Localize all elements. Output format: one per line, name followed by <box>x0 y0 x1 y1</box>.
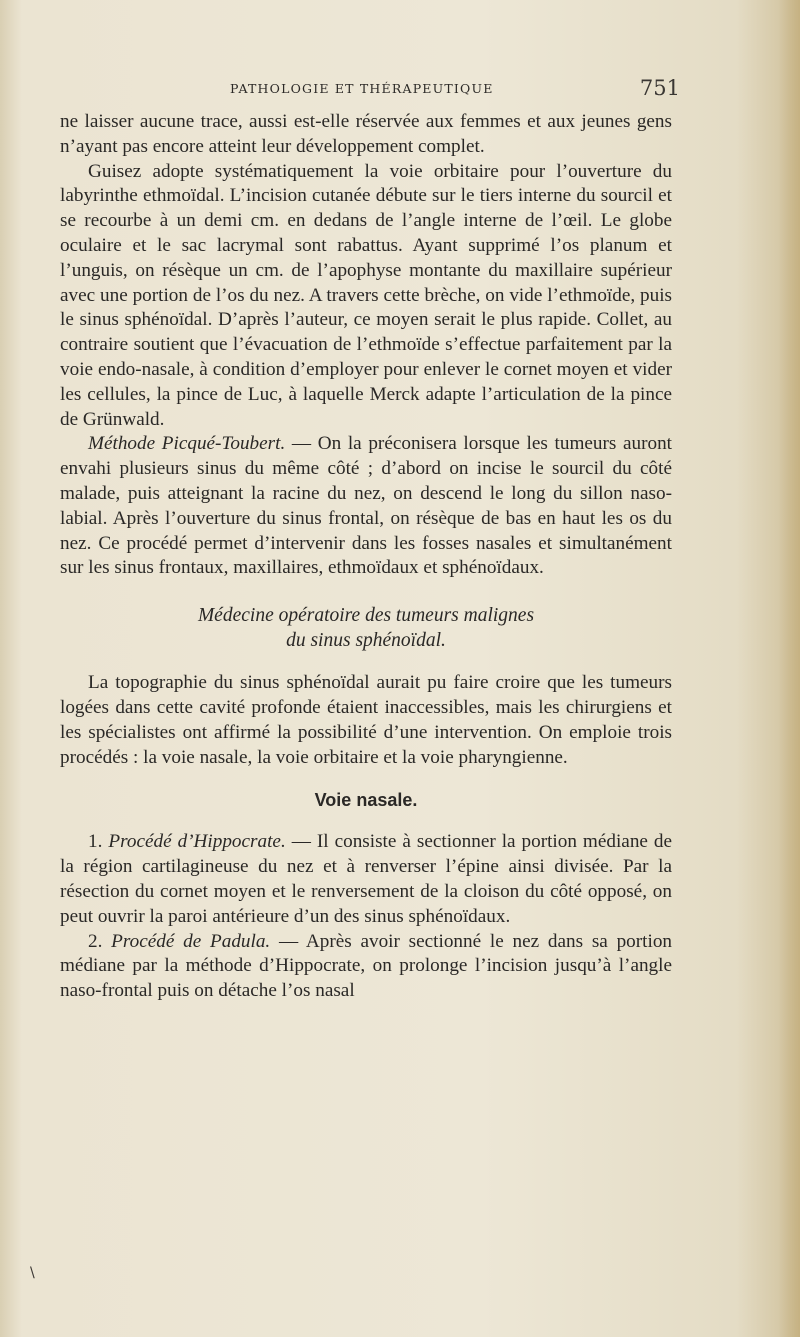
procedure-title-hippocrate: Procédé d’Hippocrate. <box>108 831 286 853</box>
margin-mark: \ <box>30 1265 35 1281</box>
paragraph-hippocrate <box>60 830 672 929</box>
paragraph-continuation: ne laisser aucune trace, aussi est-elle réservée aux femmes et aux jeunes gens n’ayant pas encore atteint leur développement complet. <box>60 111 672 157</box>
procedure-text-padula: — Après avoir sectionné le nez dans sa portion médiane par la méthode d’Hippocrate, on prolonge l’incision jusqu’à l’angle naso-frontal puis on détache l’os nasal <box>60 930 673 1002</box>
procedure-text-hippocrate: — Il consiste à sectionner la portion médiane de la région cartilagineuse du nez et à renverser l’épine ainsi divisée. Par la résection du cornet moyen et le renversement de la cloison du côté opposé, on peut ouvrir la paroi antérieure d’un des sinus sphénoïdaux. <box>60 831 673 927</box>
paragraph-topographie: La topographie du sinus sphénoïdal aurait pu faire croire que les tumeurs logées dans cette cavité profonde étaient inaccessibles, mais les chirurgiens et les spécialistes ont affirmé la possibilité d’une intervention. On emploie trois procédés : la voie nasale, la voie orbitaire et la voie pharyngienne. <box>60 672 672 768</box>
section-heading-line2: du sinus sphénoïdal. <box>286 630 446 652</box>
page-edge-shadow <box>778 0 800 1337</box>
item-number-1: 1. <box>88 831 103 853</box>
page-header <box>60 78 680 102</box>
item-number-2: 2. <box>88 930 103 952</box>
method-text: — On la préconisera lorsque les tumeurs auront envahi plusieurs sinus du même côté ; d’abord on incise le sourcil du côté malade, puis atteignant la racine du nez, on descend le long du sillon naso-labial. Après l’ouverture du sinus frontal, on résèque de bas en haut les os du nez. Ce procédé permet d’intervenir dans les fosses nasales et simultanément sur les sinus frontaux, maxillaires, ethmoïdaux et sphénoïdaux. <box>60 433 673 579</box>
running-head: PATHOLOGIE ET THÉRAPEUTIQUE <box>230 81 494 96</box>
section-heading <box>60 603 672 653</box>
method-title: Méthode Picqué-Toubert. <box>88 433 286 455</box>
paragraph-padula <box>60 930 672 1004</box>
section-heading-line1: Médecine opératoire des tumeurs malignes <box>197 605 535 627</box>
body-text <box>60 110 672 1004</box>
paragraph-picque-toubert <box>60 432 672 581</box>
paragraph-guisez: Guisez adopte systématiquement la voie orbitaire pour l’ouverture du labyrinthe ethmoïdal. L’incision cutanée débute sur le tiers interne du sourcil et se recourbe à un demi cm. en dedans de l’angle interne de l’œil. Le globe oculaire et le sac lacrymal sont rabattus. Ayant supprimé l’os planum et l’unguis, on résèque un cm. de l’apophyse montante du maxillaire supérieur avec une portion de l’os du nez. A travers cette brèche, on vide l’ethmoïde, puis le sinus sphénoïdal. D’après l’auteur, ce moyen serait le plus rapide. Collet, au contraire soutient que l’évacuation de l’ethmoïde s’effectue parfaitement par la voie endo-nasale, à condition d’employer pour enlever le cornet moyen et vider les cellules, la pince de Luc, à laquelle Merck adapte l’articulation de la pince de Grünwald. <box>60 160 672 430</box>
page-number: 751 <box>639 76 680 100</box>
procedure-title-padula: Procédé de Padula. <box>111 930 271 952</box>
subheading-voie-nasale: Voie nasale. <box>314 790 418 811</box>
